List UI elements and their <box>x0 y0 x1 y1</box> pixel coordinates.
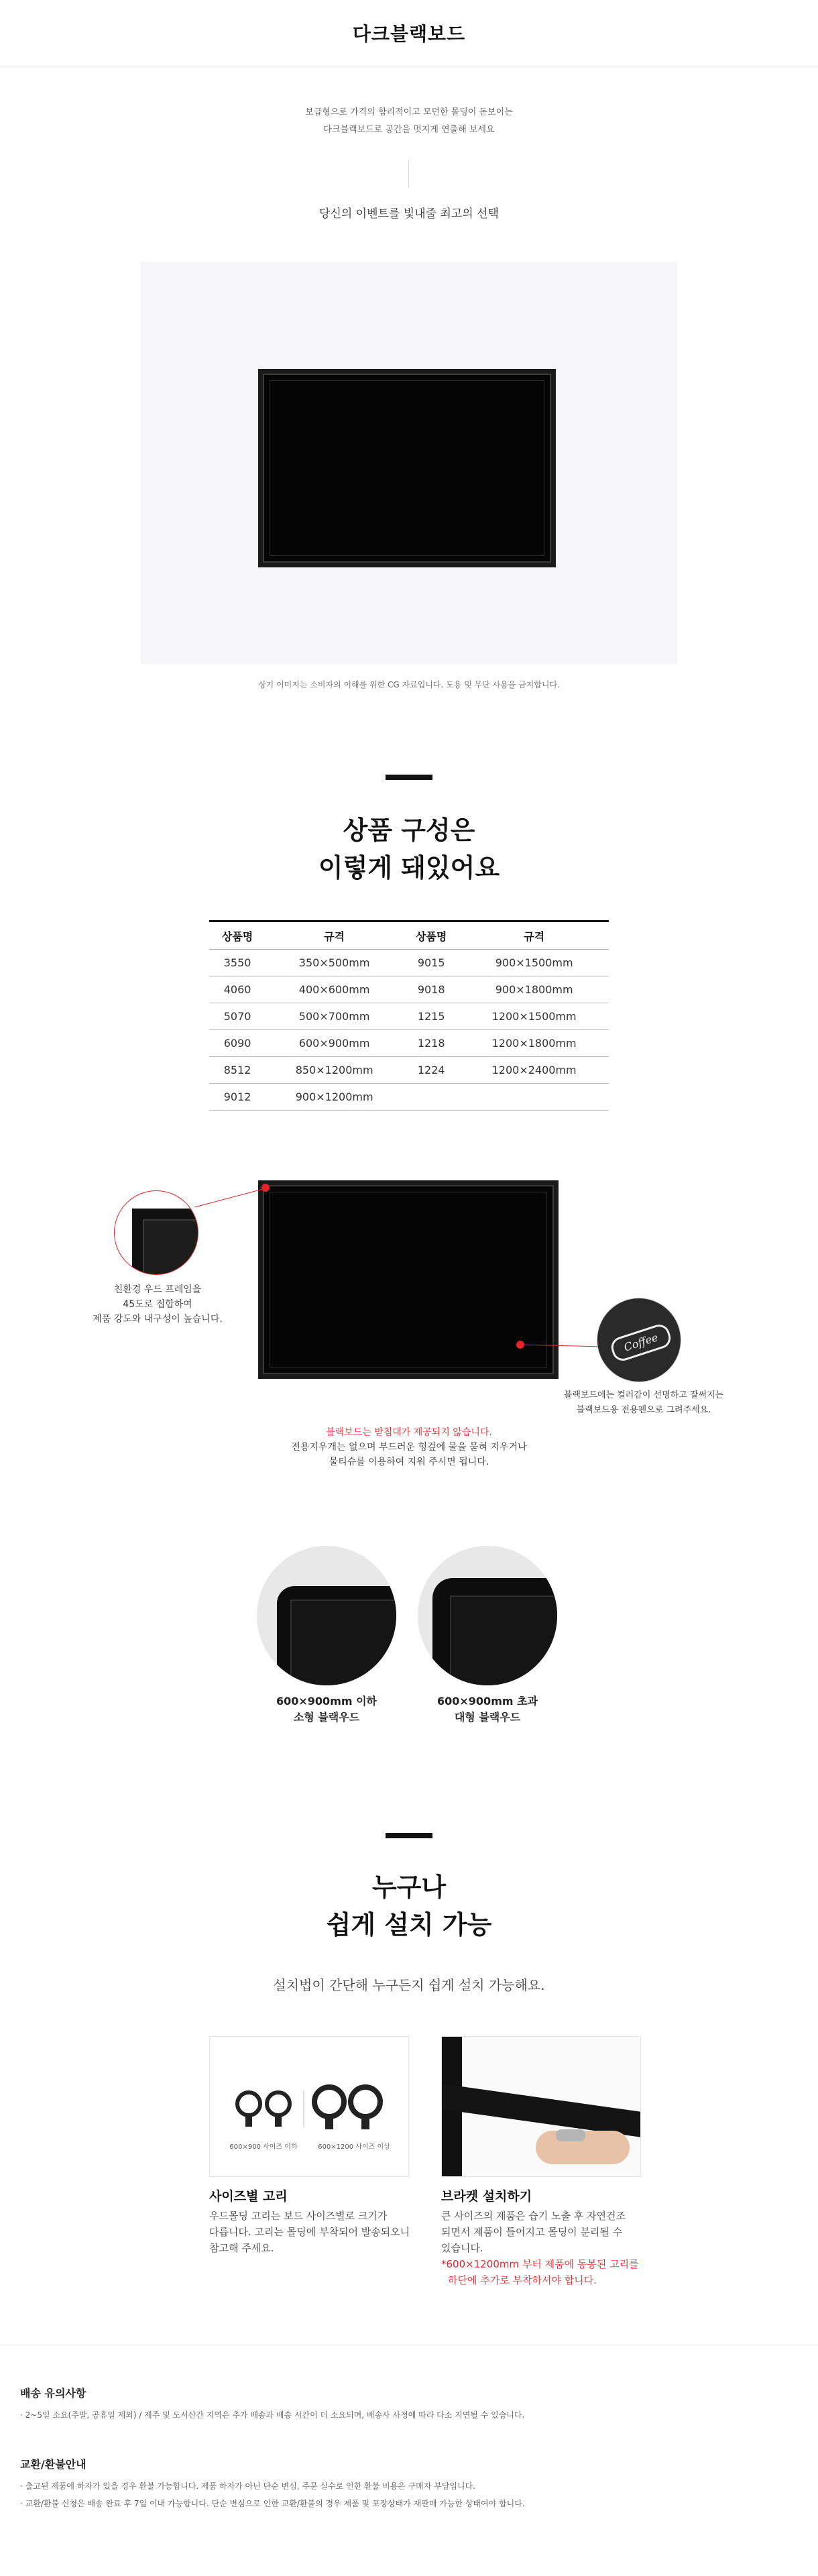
intro-text <box>0 104 818 139</box>
table-cell: 1200×1500mm <box>459 1003 609 1030</box>
small-frame-size: 600×900mm 이하 <box>276 1695 377 1707</box>
table-header: 규격 <box>459 921 609 950</box>
erase-note-line: 물티슈를 이용하여 지워 주시면 됩니다. <box>329 1457 489 1467</box>
erase-note-line: 전용지우개는 없으며 부드러운 헝겊에 물을 묻혀 지우거나 <box>291 1442 527 1453</box>
table-cell <box>403 1084 459 1111</box>
table-row <box>209 1030 609 1057</box>
spec-table <box>209 920 609 1111</box>
table-cell: 5070 <box>209 1003 266 1030</box>
ring-large-label: 600×1200 사이즈 이상 <box>318 2143 390 2151</box>
blackboard-image <box>258 369 556 567</box>
card2-text-line: 큰 사이즈의 제품은 습기 노출 후 자연건조 <box>441 2210 626 2222</box>
table-cell: 4060 <box>209 976 266 1003</box>
table-cell <box>459 1084 609 1111</box>
card1-title: 사이즈별 고리 <box>209 2189 288 2204</box>
composition-title <box>0 811 818 887</box>
callout-dot <box>261 1184 270 1192</box>
card1-text <box>209 2208 424 2256</box>
frame-note-line: 제품 강도와 내구성이 높습니다. <box>93 1314 223 1325</box>
table-cell: 9015 <box>403 950 459 976</box>
table-cell: 9018 <box>403 976 459 1003</box>
intro-line-2: 다크블랙보드로 공간을 멋지게 연출해 보세요 <box>323 125 495 135</box>
table-cell: 900×1200mm <box>266 1084 403 1111</box>
install-title-line-1: 누구나 <box>371 1872 447 1902</box>
frame-note <box>80 1282 235 1327</box>
card2-text-line: 있습니다. <box>441 2242 483 2254</box>
table-cell: 850×1200mm <box>266 1057 403 1084</box>
table-cell: 900×1500mm <box>459 950 609 976</box>
frame-note-line: 친환경 우드 프레임을 <box>113 1284 202 1295</box>
table-cell: 6090 <box>209 1030 266 1057</box>
install-subtitle: 설치법이 간단해 누구든지 쉽게 설치 가능해요. <box>273 1977 545 1993</box>
table-cell: 1200×2400mm <box>459 1057 609 1084</box>
large-frame-corner-image <box>418 1546 557 1685</box>
table-cell: 600×900mm <box>266 1030 403 1057</box>
large-frame-size: 600×900mm 초과 <box>436 1695 538 1707</box>
table-cell: 1215 <box>403 1003 459 1030</box>
exchange-title: 교환/환불안내 <box>20 2458 86 2471</box>
intro-line-1: 보급형으로 가격의 합리적이고 모던한 몰딩이 돋보이는 <box>305 107 513 117</box>
card2-text <box>441 2208 656 2288</box>
bracket-install-image <box>441 2036 641 2177</box>
table-cell: 1218 <box>403 1030 459 1057</box>
table-row <box>209 1084 609 1111</box>
callout-dot <box>516 1341 524 1349</box>
large-frame-label <box>402 1693 573 1726</box>
table-header-row <box>209 921 609 950</box>
page-title: 다크블랙보드 <box>352 23 466 45</box>
section-bar <box>386 775 432 780</box>
blackboard-detail-image <box>258 1180 559 1379</box>
table-header: 규격 <box>266 921 403 950</box>
section-bar <box>386 1833 432 1838</box>
large-frame-name: 대형 블랙우드 <box>454 1711 521 1724</box>
table-cell: 8512 <box>209 1057 266 1084</box>
care-notes <box>0 1425 818 1469</box>
table-cell: 900×1800mm <box>459 976 609 1003</box>
marker-sign: Coffee <box>609 1322 674 1363</box>
shipping-title: 배송 유의사항 <box>20 2387 86 2400</box>
table-header: 상품명 <box>209 921 266 950</box>
frame-zoom-circle <box>114 1190 198 1275</box>
card2-text-line: 되면서 제품이 틀어지고 몰딩이 분리될 수 <box>441 2226 623 2238</box>
warning-text: 블랙보드는 받침대가 제공되지 않습니다. <box>326 1427 492 1438</box>
small-frame-corner-image <box>257 1546 396 1685</box>
card2-red-line: *600×1200mm 부터 제품에 동봉된 고리를 <box>441 2258 639 2270</box>
divider-line <box>408 160 409 188</box>
card1-text-line: 다릅니다. 고리는 몰딩에 부착되어 발송되오니 <box>209 2226 410 2238</box>
table-cell: 400×600mm <box>266 976 403 1003</box>
table-header: 상품명 <box>403 921 459 950</box>
install-title <box>0 1868 818 1944</box>
hanger-rings-image <box>209 2036 409 2177</box>
exchange-text-line: · 출고된 제품에 하자가 있을 경우 환불 가능합니다. 제품 하자가 아닌 단순 변심, 주문 실수로 인한 환불 비용은 구매자 부담입니다. <box>20 2481 475 2491</box>
card1-text-line: 참고해 주세요. <box>209 2242 274 2254</box>
table-row <box>209 976 609 1003</box>
ring-small-label: 600×900 사이즈 이하 <box>229 2143 298 2151</box>
small-frame-name: 소형 블랙우드 <box>293 1711 360 1724</box>
hero-image <box>141 262 677 664</box>
card1-text-line: 우드몰딩 고리는 보드 사이즈별로 크기가 <box>209 2210 388 2222</box>
small-frame-label <box>241 1693 412 1726</box>
card2-red-line: 하단에 추가로 부착하셔야 합니다. <box>448 2274 597 2286</box>
image-disclaimer: 상기 이미지는 소비자의 이해를 위한 CG 자료입니다. 도용 및 무단 사용을 금지합니다. <box>258 680 560 689</box>
marker-zoom-circle <box>597 1298 681 1382</box>
marker-note-line: 블랙보드용 전용펜으로 그려주세요. <box>576 1405 711 1415</box>
install-title-line-2: 쉽게 설치 가능 <box>326 1910 492 1940</box>
card2-title: 브라켓 설치하기 <box>441 2189 532 2204</box>
table-cell: 3550 <box>209 950 266 976</box>
marker-note <box>543 1388 744 1418</box>
exchange-text <box>20 2477 798 2512</box>
page-header <box>0 0 818 66</box>
exchange-text-line: · 교환/환불 신청은 배송 완료 후 7일 이내 가능합니다. 단순 변심으로 인한 교환/환불의 경우 제품 및 포장상태가 재판매 가능한 상태여야 합니다. <box>20 2499 525 2508</box>
table-row <box>209 1003 609 1030</box>
table-cell: 350×500mm <box>266 950 403 976</box>
composition-title-line-1: 상품 구성은 <box>343 816 475 845</box>
composition-title-line-2: 이렇게 돼있어요 <box>318 853 500 883</box>
table-cell: 1224 <box>403 1057 459 1084</box>
table-row <box>209 1057 609 1084</box>
table-row <box>209 950 609 976</box>
marker-note-line: 블랙보드에는 컬러감이 선명하고 잘써지는 <box>563 1390 724 1400</box>
spec-table-wrap <box>209 920 609 1111</box>
table-cell: 9012 <box>209 1084 266 1111</box>
table-cell: 500×700mm <box>266 1003 403 1030</box>
tagline: 당신의 이벤트를 빛내줄 최고의 선택 <box>319 207 499 221</box>
table-cell: 1200×1800mm <box>459 1030 609 1057</box>
frame-note-line: 45도로 접합하여 <box>123 1299 192 1310</box>
shipping-text: · 2~5일 소요(주말, 공휴일 제외) / 제주 및 도서산간 지역은 추가 배송과 배송 시간이 더 소요되며, 배송사 사정에 따라 다소 지연될 수 있습니다. <box>20 2410 525 2420</box>
hanger-rings-icon <box>210 2037 408 2176</box>
